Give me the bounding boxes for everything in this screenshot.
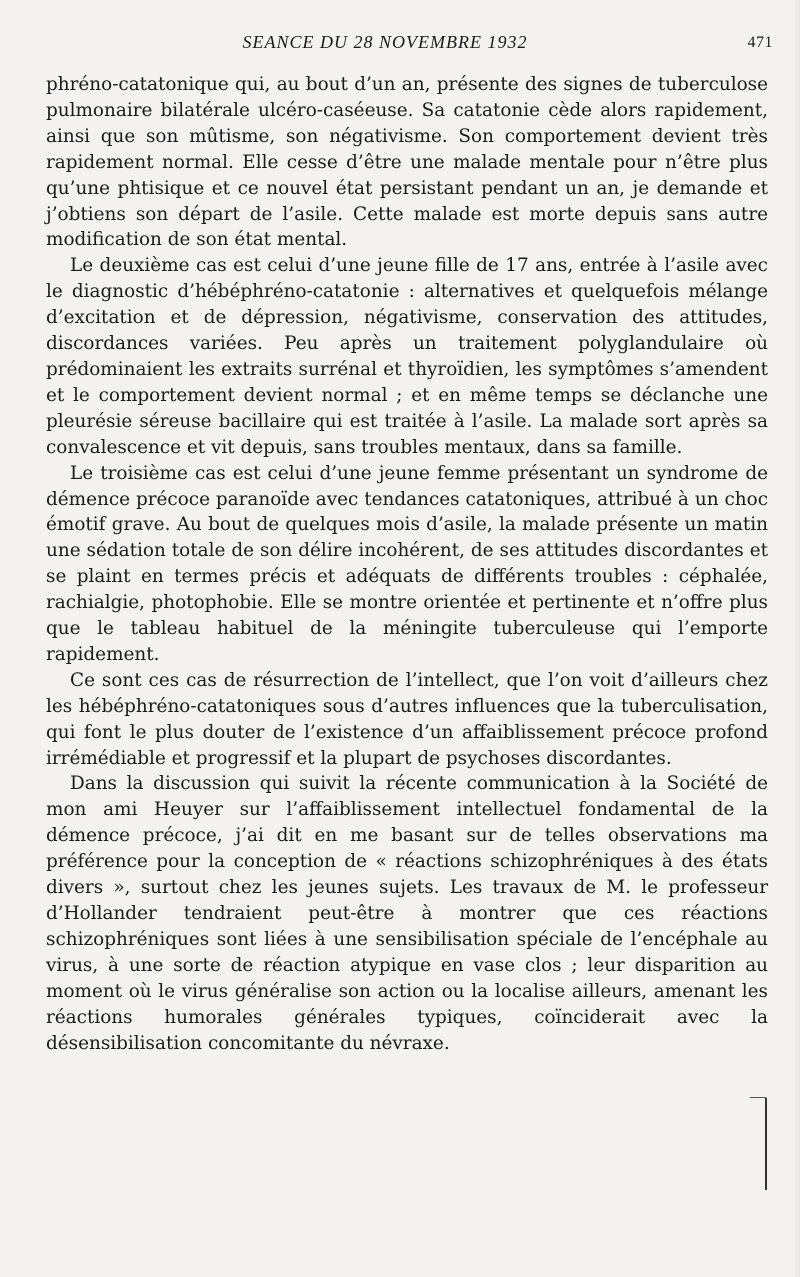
running-title: SEANCE DU 28 NOVEMBRE 1932 [242,32,528,52]
running-head [0,32,800,56]
margin-mark-line [765,1098,767,1190]
paragraph-third-case: Le troisième cas est celui d’une jeune femme présentant un syndrome de démence précoce paranoïde avec tendances catatoniques, attribué à un choc émotif grave. Au bout de quelques mois d’asile, la malade présente un matin une sédation totale de son délire incohérent, de ses attitudes discordantes et se plaint en termes précis et adéquats de différents troubles : céphalée, rachialgie, photophobie. Elle se montre orientée et pertinente et n’offre plus que le tableau habituel de la méningite tuberculeuse qui l’emporte rapidement. [46,462,768,665]
paragraph-discussion: Dans la discussion qui suivit la récente communication à la Société de mon ami Heuyer sur l’affaiblissement intellectuel fondamental de la démence précoce, j’ai dit en me basant sur de telles observations ma préférence pour la conception de « réactions schizophréniques à des états divers », surtout chez les jeunes sujets. Les travaux de M. le professeur d’Hollander tendraient peut-être à montrer que ces réactions schizophréniques sont liées à une sensibilisation spéciale de l’encéphale au virus, à une sorte de réaction atypique en vase clos ; leur disparition au moment où le virus généralise son action ou la localise ailleurs, amenant les réactions humorales générales typiques, coïnciderait avec la désensibilisation concomitante du névraxe. [46,773,768,1054]
body-text [46,72,768,1056]
paragraph-resurrection: Ce sont ces cas de résurrection de l’intellect, que l’on voit d’ailleurs chez les hébéphréno-catatoniques sous d’autres influences que la tuberculisation, qui font le plus douter de l’existence d’un affaiblissement précoce profond irrémédiable et progressif et la plupart de psychoses discordantes. [46,669,768,769]
paragraph-continued: phréno-catatonique qui, au bout d’un an, présente des signes de tuberculose pulmonaire bilatérale ulcéro-caséeuse. Sa catatonie cède alors rapidement, ainsi que son mûtisme, son négativisme. Son comportement devient très rapidement normal. Elle cesse d’être une malade mentale pour n’être plus qu’une phtisique et ce nouvel état persistant pendant un an, je demande et j’obtiens son départ de l’asile. Cette malade est morte depuis sans autre modification de son état mental. [46,74,768,251]
page-edge-shadow [794,0,800,1277]
paragraph-second-case: Le deuxième cas est celui d’une jeune fille de 17 ans, entrée à l’asile avec le diagnostic d’hébéphréno-catatonie : alternatives et quelquefois mélange d’excitation et de dépression, négativisme, conservation des attitudes, discordances variées. Peu après un traitement polyglandulaire où prédominaient les extraits surrénal et thyroïdien, les symptômes s’amendent et le comportement devient normal ; et en même temps se déclanche une pleurésie séreuse bacillaire qui est traitée à l’asile. La malade sort après sa convalescence et vit depuis, sans troubles mentaux, dans sa famille. [46,255,768,458]
page-number: 471 [747,34,773,51]
margin-mark-tick [750,1097,766,1098]
